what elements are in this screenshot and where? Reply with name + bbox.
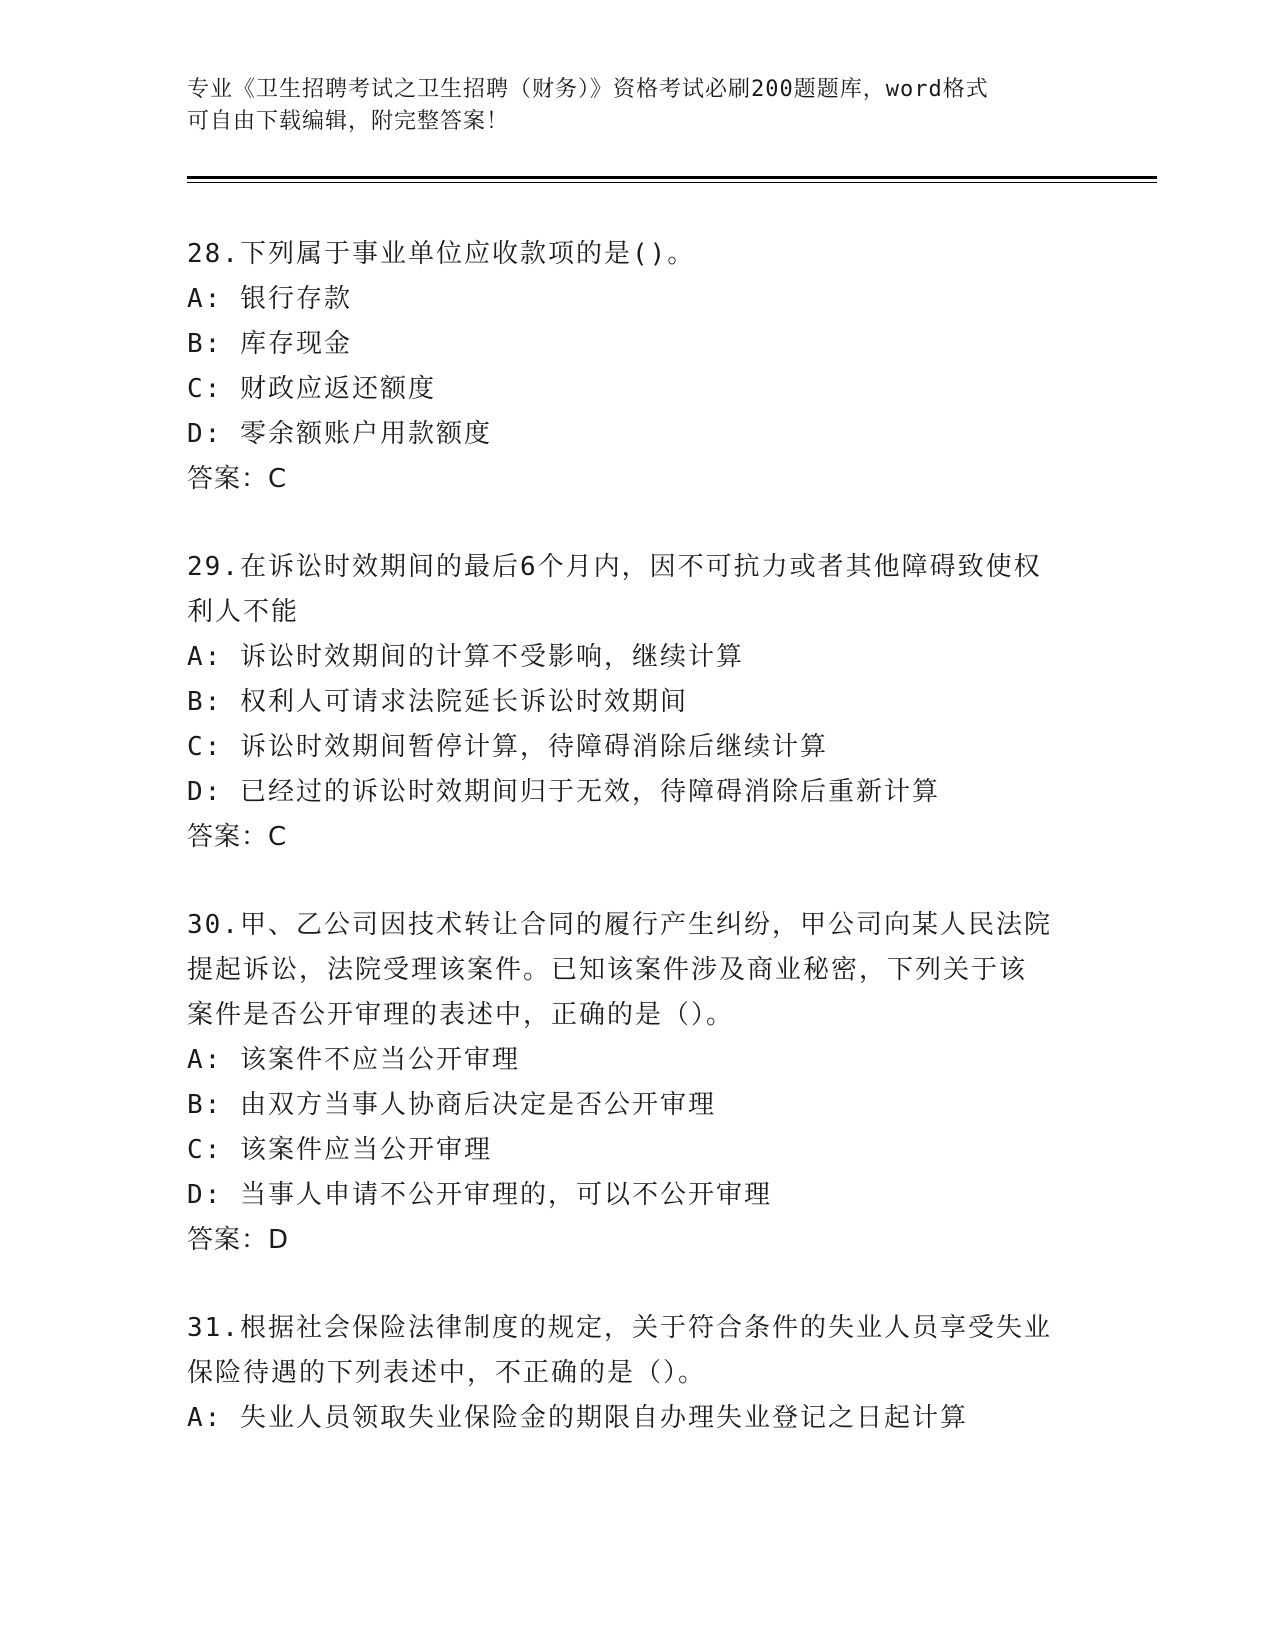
question-block — [187, 903, 1087, 1263]
question-stem-line: 利人不能 — [187, 597, 300, 627]
header-divider-thin — [187, 182, 1157, 183]
question-stem — [187, 232, 1087, 277]
question-list — [187, 232, 1087, 1484]
answer-option: C: 该案件应当公开审理 — [187, 1135, 492, 1165]
question-stem — [187, 545, 1087, 635]
answer-option: A: 该案件不应当公开审理 — [187, 1045, 520, 1075]
question-block — [187, 545, 1087, 860]
answer-option: C: 诉讼时效期间暂停计算，待障碍消除后继续计算 — [187, 732, 828, 762]
header-title-line: 专业《卫生招聘考试之卫生招聘（财务）》资格考试必刷200题题库，word格式 — [187, 77, 989, 102]
question-block — [187, 1306, 1087, 1441]
answer-option: A: 银行存款 — [187, 284, 352, 314]
answer-key: 答案：D — [187, 1225, 290, 1255]
header-subtitle-line: 可自由下载编辑，附完整答案！ — [187, 109, 510, 134]
answer-option: C: 财政应返还额度 — [187, 374, 436, 404]
question-stem-line: 28.下列属于事业单位应收款项的是()。 — [187, 239, 696, 269]
question-stem — [187, 903, 1087, 1038]
answer-option: A: 失业人员领取失业保险金的期限自办理失业登记之日起计算 — [187, 1403, 968, 1433]
document-header — [187, 74, 1067, 138]
answer-option: D: 当事人申请不公开审理的，可以不公开审理 — [187, 1180, 772, 1210]
answer-option: D: 已经过的诉讼时效期间归于无效，待障碍消除后重新计算 — [187, 777, 940, 807]
answer-option: D: 零余额账户用款额度 — [187, 419, 492, 449]
question-stem-line: 29.在诉讼时效期间的最后6个月内，因不可抗力或者其他障碍致使权 — [187, 552, 1042, 582]
answer-option: A: 诉讼时效期间的计算不受影响，继续计算 — [187, 642, 744, 672]
question-stem-line: 31.根据社会保险法律制度的规定，关于符合条件的失业人员享受失业 — [187, 1313, 1052, 1343]
question-stem — [187, 1306, 1087, 1396]
answer-key: 答案：C — [187, 822, 288, 852]
header-divider-thick — [187, 176, 1157, 179]
answer-key: 答案：C — [187, 464, 288, 494]
question-stem-line: 保险待遇的下列表述中，不正确的是（）。 — [187, 1358, 707, 1388]
answer-option: B: 权利人可请求法院延长诉讼时效期间 — [187, 687, 688, 717]
question-stem-line: 案件是否公开审理的表述中，正确的是（）。 — [187, 1000, 735, 1030]
question-block — [187, 232, 1087, 502]
answer-option: B: 由双方当事人协商后决定是否公开审理 — [187, 1090, 716, 1120]
answer-option: B: 库存现金 — [187, 329, 352, 359]
question-stem-line: 提起诉讼，法院受理该案件。已知该案件涉及商业秘密，下列关于该 — [187, 955, 1028, 985]
question-stem-line: 30.甲、乙公司因技术转让合同的履行产生纠纷，甲公司向某人民法院 — [187, 910, 1052, 940]
